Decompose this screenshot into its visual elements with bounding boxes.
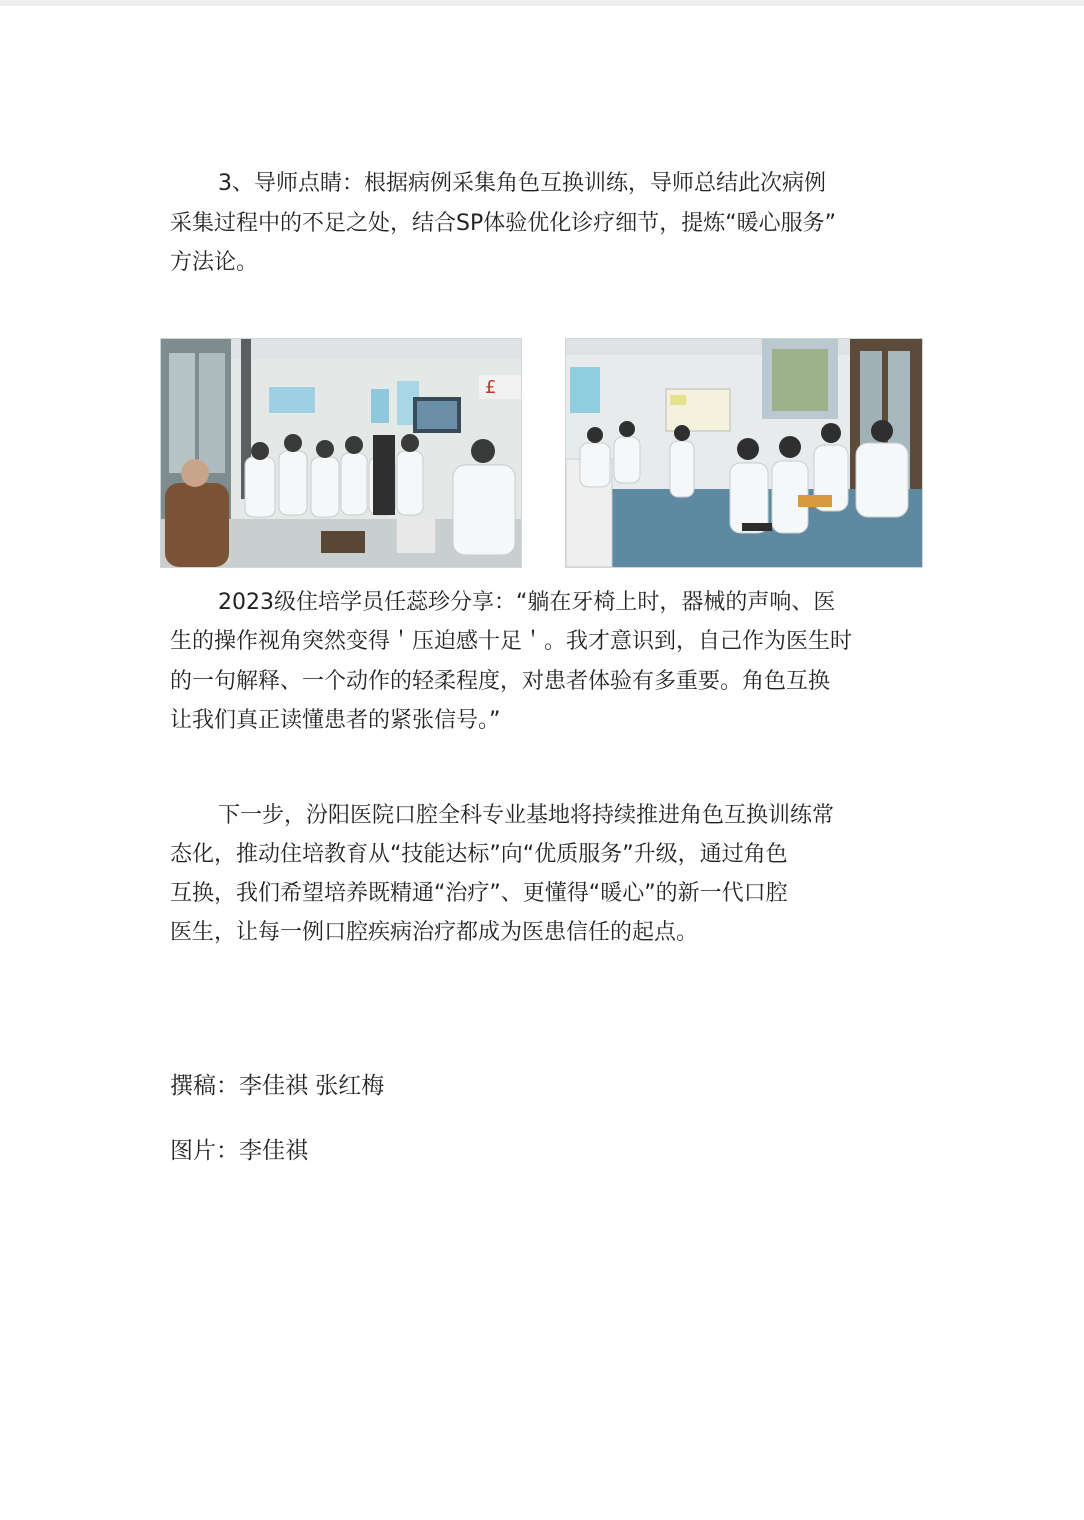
paragraph-2-line-4: 让我们真正读懂患者的紧张信号。”: [170, 708, 501, 733]
author-credit: 撰稿：李佳祺 张红梅: [170, 1073, 385, 1099]
training-photo-right: [565, 338, 923, 568]
paragraph-1-line-1: 3、导师点睛：根据病例采集角色互换训练，导师总结此次病例: [218, 171, 826, 196]
paragraph-2-line-2: 生的操作视角突然变得＇压迫感十足＇。我才意识到，自己作为医生时: [170, 629, 853, 654]
paragraph-3-line-4: 医生，让每一例口腔疾病治疗都成为医患信任的起点。: [170, 920, 699, 945]
svg-text:£: £: [485, 377, 497, 398]
top-edge-bar: [0, 0, 1084, 6]
paragraph-3-line-3: 互换，我们希望培养既精通“治疗”、更懂得“暖心”的新一代口腔: [170, 881, 788, 906]
paragraph-1-line-2: 采集过程中的不足之处，结合SP体验优化诊疗细节，提炼“暖心服务”: [170, 211, 837, 236]
paragraph-2-line-1: 2023级住培学员任蕊珍分享：“躺在牙椅上时，器械的声响、医: [218, 590, 836, 615]
paragraph-1-line-3: 方法论。: [170, 250, 259, 275]
paragraph-3-line-1: 下一步，汾阳医院口腔全科专业基地将持续推进角色互换训练常: [218, 803, 835, 828]
photo-credit: 图片：李佳祺: [170, 1138, 308, 1164]
paragraph-3-line-2: 态化，推动住培教育从“技能达标”向“优质服务”升级，通过角色: [170, 842, 788, 867]
training-photo-left: [160, 338, 522, 568]
paragraph-2-line-3: 的一句解释、一个动作的轻柔程度，对患者体验有多重要。角色互换: [170, 669, 831, 694]
